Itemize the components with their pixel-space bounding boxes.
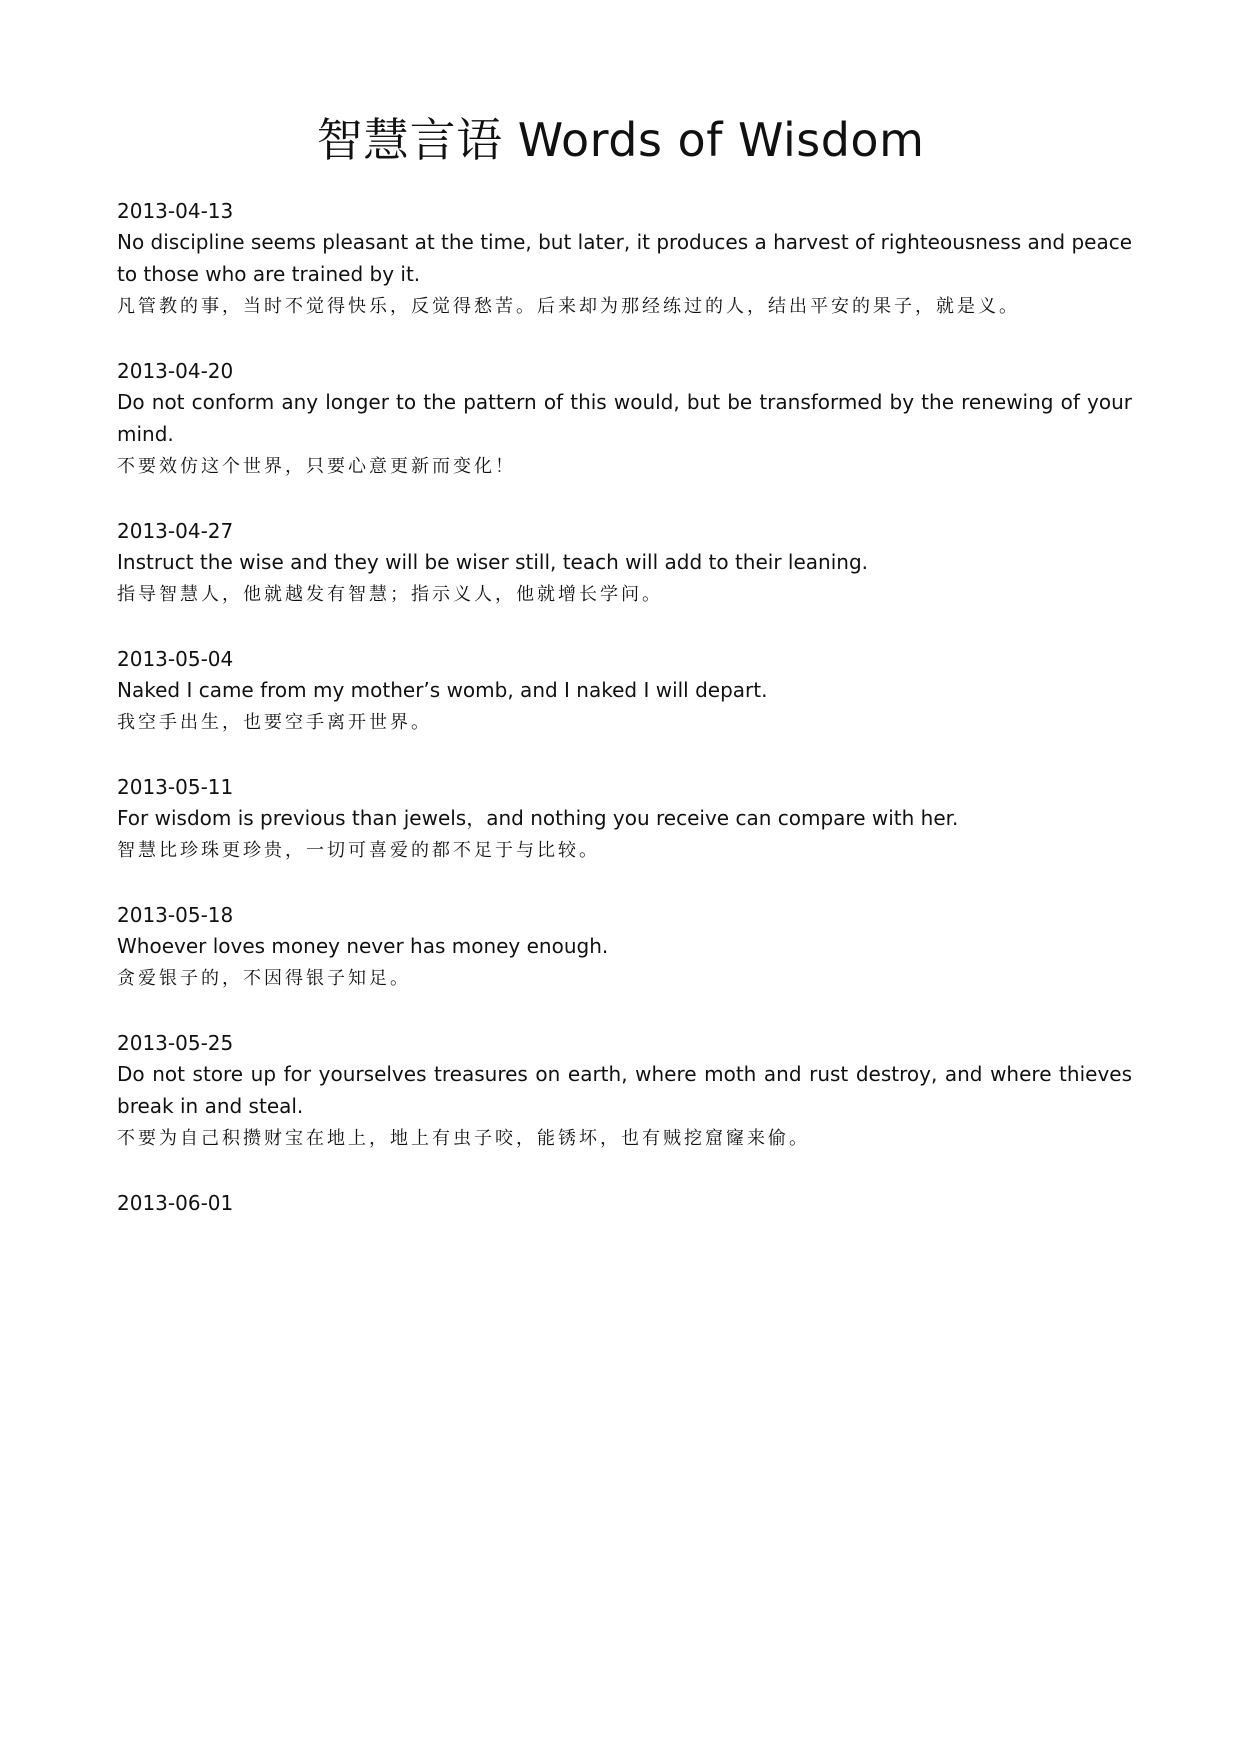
entry-2013-04-20 bbox=[117, 356, 1132, 484]
entry-date: 2013-05-11 bbox=[117, 775, 234, 799]
entry-2013-06-01 bbox=[117, 1188, 1132, 1218]
entry-chinese-text: 不要效仿这个世界，只要心意更新而变化！ bbox=[117, 456, 516, 477]
entry-date: 2013-04-20 bbox=[117, 359, 234, 383]
entry-2013-04-13 bbox=[117, 196, 1132, 324]
entry-date: 2013-05-18 bbox=[117, 903, 234, 927]
entry-2013-05-25 bbox=[117, 1028, 1132, 1156]
entry-date: 2013-04-13 bbox=[117, 199, 234, 223]
entry-date: 2013-05-25 bbox=[117, 1031, 234, 1055]
entry-english-text: Naked I came from my mother’s womb, and I naked I will depart. bbox=[117, 678, 768, 702]
entry-english-text: Whoever loves money never has money enough. bbox=[117, 934, 609, 958]
entry-2013-05-11 bbox=[117, 772, 1132, 868]
entry-english-text: For wisdom is previous than jewels，and nothing you receive can compare with her. bbox=[117, 806, 959, 830]
entry-chinese-text: 智慧比珍珠更珍贵，一切可喜爱的都不足于与比较。 bbox=[117, 840, 600, 861]
page-title: 智慧言语 Words of Wisdom bbox=[316, 113, 925, 167]
entry-chinese-text: 指导智慧人，他就越发有智慧；指示义人，他就增长学问。 bbox=[117, 584, 663, 605]
entry-2013-05-18 bbox=[117, 900, 1132, 996]
entry-2013-05-04 bbox=[117, 644, 1132, 740]
entry-chinese-text: 贪爱银子的，不因得银子知足。 bbox=[117, 968, 411, 989]
entry-chinese-text: 凡管教的事，当时不觉得快乐，反觉得愁苦。后来却为那经练过的人，结出平安的果子，就是义。 bbox=[117, 296, 1020, 317]
entry-date: 2013-04-27 bbox=[117, 519, 234, 543]
entry-date: 2013-06-01 bbox=[117, 1191, 234, 1215]
entry-english-text: Do not store up for yourselves treasures on earth, where moth and rust destroy, and where thieves break in and steal. bbox=[117, 1062, 1132, 1118]
entry-chinese-text: 我空手出生，也要空手离开世界。 bbox=[117, 712, 432, 733]
entry-english-text: No discipline seems pleasant at the time, but later, it produces a harvest of righteousness and peace to those who are trained by it. bbox=[117, 230, 1133, 286]
entries-list bbox=[117, 196, 1132, 1250]
entry-english-text: Do not conform any longer to the pattern of this would, but be transformed by the renewing of your mind. bbox=[117, 390, 1132, 446]
entry-2013-04-27 bbox=[117, 516, 1132, 612]
entry-english-text: Instruct the wise and they will be wiser still, teach will add to their leaning. bbox=[117, 550, 869, 574]
entry-chinese-text: 不要为自己积攒财宝在地上，地上有虫子咬，能锈坏，也有贼挖窟窿来偷。 bbox=[117, 1128, 810, 1149]
entry-date: 2013-05-04 bbox=[117, 647, 234, 671]
